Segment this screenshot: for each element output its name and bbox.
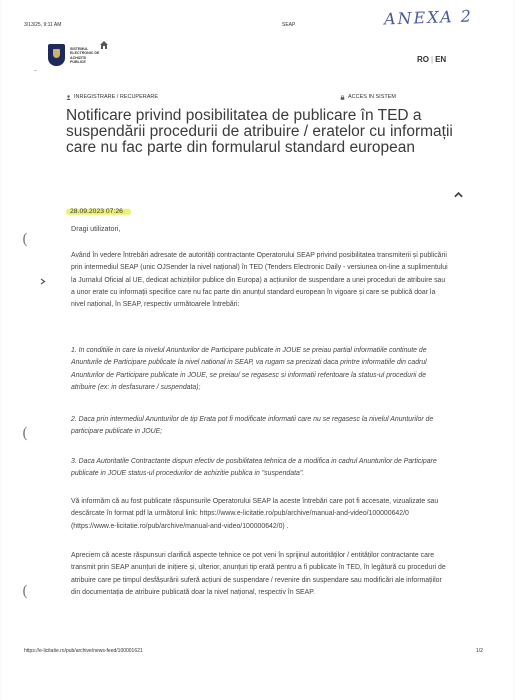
article-title: Notificare privind posibilitatea de publicare în TED a suspendării procedurii de atribuire / eratelor cu informații care nu fac parte din formularul standard european bbox=[66, 107, 453, 156]
article-greeting: Dragi utilizatori, bbox=[71, 224, 121, 233]
menu-mark: – bbox=[34, 68, 37, 74]
home-icon[interactable] bbox=[99, 40, 109, 50]
article-question-2: 2. Daca prin intermediul Anunturilor de tip Erata pot fi modificate informatii care nu se regasesc la nivelul Anunturilor de participare publicate in JOUE; bbox=[71, 416, 434, 436]
chevron-right-icon[interactable] bbox=[40, 278, 46, 285]
article-date: 28.09.2023 07:26 bbox=[66, 207, 131, 216]
article-paragraph-intro: Având în vedere întrebări adresate de autorități contractante Operatorului SEAP privind posibilitatea transmiterii și publicării prin intermediul SEAP (unic OJSender la nivel național) în TED (Tenders Electronic Daily - versiunea on-line a suplimentului la Jurnalul Oficial al UE, dedicat achizițiilor publice din Europa) a acțiunilor de suspendare a unei proceduri de atribuire sau a unor erate cu informații specifice care nu fac parte din anunțul standard european în vigoare și care se publică doar la nivel național, în SEAP, respectiv următoarele întrebări: bbox=[71, 252, 448, 309]
lang-separator: | bbox=[431, 55, 434, 64]
article-paragraph-answers-link: Vă informăm că au fost publicate răspunsurile Operatorului SEAP la aceste întrebări care pot fi accesate, vizualizate sau descărcate în format pdf la următorul link: https://www.e-licitatie.ro/pub/archive/manual-and-video/100000642/0 (https://www.e-licitatie.ro/pub/archive/manual-and-video/100000642/0) . bbox=[71, 498, 439, 530]
lang-en-link[interactable]: EN bbox=[435, 55, 447, 64]
chevron-up-icon[interactable] bbox=[454, 191, 463, 198]
login-link[interactable] bbox=[340, 94, 396, 100]
print-datetime: 3/13/25, 9:11 AM bbox=[24, 22, 62, 28]
print-page-title: SEAP bbox=[282, 22, 296, 28]
margin-bracket-mark: ( bbox=[22, 424, 28, 442]
print-page-number: 1/2 bbox=[476, 648, 483, 654]
handwritten-annex-label: ANEXA 2 bbox=[383, 6, 474, 29]
margin-bracket-mark: ( bbox=[22, 230, 28, 248]
article-question-3: 3. Daca Autoritatile Contractante dispun efectiv de posibilitatea tehnica de a modifica in cadrul Anunturilor de Participare publicate in JOUE status-ul procedurilor de achizitie publica in "suspendata". bbox=[71, 458, 437, 478]
article-paragraph-conclusion: Apreciem că aceste răspunsuri clarifică aspecte tehnice ce pot veni în sprijinul autorităților / entităților contractante care transmit prin SEAP anunțuri de inițiere și, ulterior, anunțuri tip erată pentru a fi publicate în TED, în legătură cu proceduri de atribuire care pe timpul desfășurării suferă acțiuni de suspendare / revenire din suspendare sau modificări ale informațiilor din documentația de atribuire publicată doar la nivel național, respectiv în SEAP. bbox=[71, 552, 446, 596]
margin-bracket-mark: ( bbox=[22, 582, 28, 600]
lang-ro-link[interactable]: RO bbox=[417, 55, 429, 64]
crest-icon bbox=[48, 44, 65, 66]
login-label: ACCES IN SISTEM bbox=[348, 94, 396, 100]
user-icon bbox=[66, 95, 71, 100]
article-question-1: 1. In conditiile in care la nivelul Anunturilor de Participare publicate in JOUE se preiau partial informatiile continute de Anunturile de Participare publicate la nivel national in SEAP, va rugam sa precizati daca printre informatiile din cadrul Anunturilor de Participare publicate in JOUE, se preiau/ se regasesc si informatii referitoare la status-ul procedurii de atribuire (ex: in desfasurare / suspendata); bbox=[71, 347, 427, 391]
logo-text: SISTEMUL ELECTRONIC DE ACHIZITII PUBLICE bbox=[70, 47, 100, 65]
register-link[interactable] bbox=[66, 94, 158, 100]
language-switcher bbox=[417, 55, 446, 64]
seap-logo[interactable] bbox=[48, 42, 128, 70]
lock-icon bbox=[340, 95, 345, 100]
print-footer-url: https://e-licitatie.ro/pub/archive/news-feed/100001621 bbox=[24, 648, 143, 654]
register-label: INREGISTRARE / RECUPERARE bbox=[74, 94, 159, 100]
printed-page bbox=[2, 0, 513, 700]
